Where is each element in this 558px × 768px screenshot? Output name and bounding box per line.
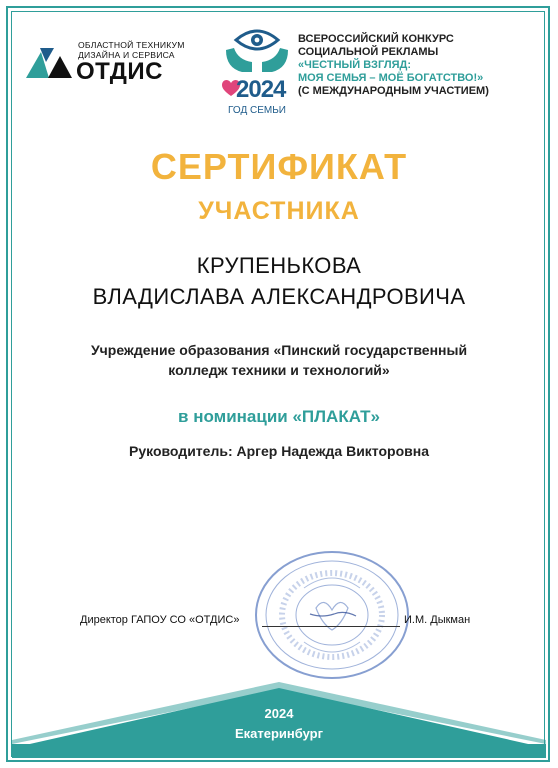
- footer-year: 2024: [264, 706, 294, 721]
- director-title: Директор ГАПОУ СО «ОТДИС»: [80, 614, 240, 626]
- signature-line: [262, 626, 400, 627]
- eye-hands-icon: [222, 28, 292, 76]
- footer-city: Екатеринбург: [234, 726, 324, 741]
- contest-line1: ВСЕРОССИЙСКИЙ КОНКУРС: [298, 33, 454, 45]
- institution-line2: колледж техники и технологий»: [168, 362, 390, 378]
- institution-line1: Учреждение образования «Пинский государственный: [90, 342, 468, 358]
- org-logo-name: ОТДИС: [76, 58, 163, 85]
- director-name: И.М. Дыкман: [404, 614, 471, 626]
- contest-year: 2024: [236, 76, 286, 103]
- nomination: в номинации «ПЛАКАТ»: [178, 407, 380, 426]
- certificate-subtitle: УЧАСТНИКА: [198, 197, 360, 225]
- certificate-title: СЕРТИФИКАТ: [150, 146, 408, 187]
- contest-line3: «ЧЕСТНЫЙ ВЗГЛЯД:: [298, 59, 412, 71]
- contest-line2: СОЦИАЛЬНОЙ РЕКЛАМЫ: [298, 46, 439, 58]
- org-logo-text: [78, 40, 185, 60]
- contest-year-subtitle: ГОД СЕМЬИ: [228, 105, 286, 116]
- footer-shape: [0, 682, 558, 768]
- official-stamp: [252, 548, 412, 683]
- contest-line5: (С МЕЖДУНАРОДНЫМ УЧАСТИЕМ): [298, 85, 489, 97]
- supervisor: Руководитель: Аргер Надежда Викторовна: [129, 443, 429, 459]
- org-logo-mark: [26, 42, 72, 82]
- org-logo-line2: ДИЗАЙНА И СЕРВИСА: [78, 50, 175, 60]
- contest-title: [298, 33, 548, 98]
- recipient-name: ВЛАДИСЛАВА АЛЕКСАНДРОВИЧА: [92, 284, 466, 309]
- org-logo: [26, 34, 186, 90]
- recipient-surname: КРУПЕНЬКОВА: [196, 253, 362, 278]
- org-logo-line1: ОБЛАСТНОЙ ТЕХНИКУМ: [78, 40, 185, 50]
- contest-logo: [222, 28, 292, 124]
- contest-line4: МОЯ СЕМЬЯ – МОЁ БОГАТСТВО!»: [298, 72, 484, 84]
